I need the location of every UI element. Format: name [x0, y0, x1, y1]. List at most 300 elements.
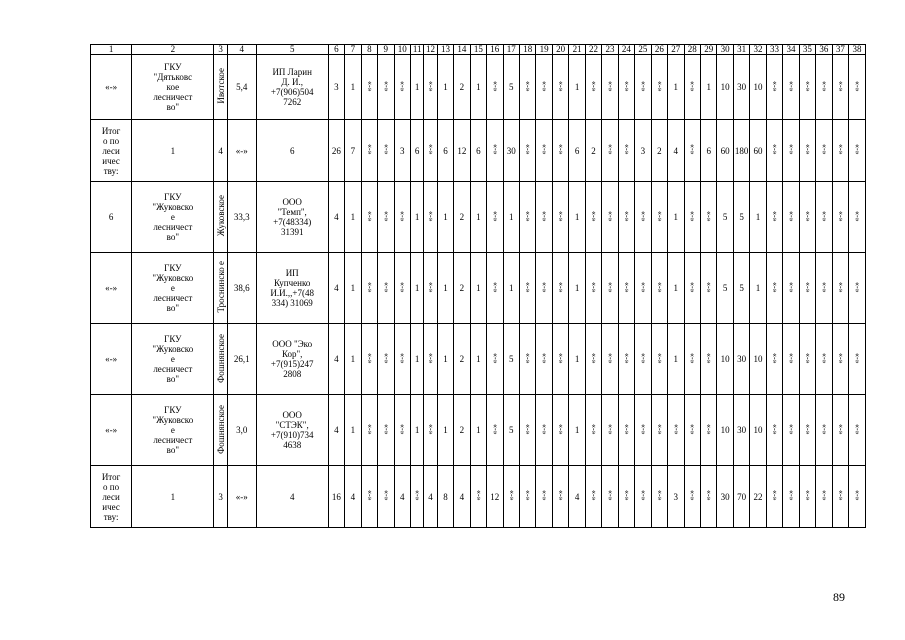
dash-mark: «-» [523, 423, 533, 435]
cell-text: 6 [476, 145, 481, 156]
cell-text: 1 [414, 425, 420, 435]
page-number: 89 [833, 590, 845, 604]
dash-mark: «-» [605, 352, 615, 364]
cell-text: 70 [737, 491, 747, 502]
cell-text: 5 [509, 82, 514, 92]
table-cell [569, 120, 585, 182]
dash-mark: «-» [556, 210, 566, 222]
table-cell [503, 182, 519, 253]
table-cell [214, 395, 227, 466]
cell-text: 7 [350, 145, 356, 156]
table-cell [635, 466, 651, 528]
table-cell [437, 395, 453, 466]
table-cell [783, 120, 799, 182]
data-table [90, 44, 866, 528]
dash-mark: «-» [540, 423, 550, 435]
header-cell: 27 [668, 45, 684, 55]
table-cell [651, 120, 667, 182]
dash-mark: «-» [836, 281, 846, 293]
dash-mark: «-» [426, 281, 436, 293]
dash-mark: «-» [803, 80, 813, 92]
cell-text: 30 [737, 354, 747, 364]
dash-mark: «-» [819, 281, 829, 293]
table-cell [328, 395, 344, 466]
header-cell: 16 [487, 45, 503, 55]
table-cell [700, 395, 716, 466]
header-cell: 12 [424, 45, 437, 55]
cell-text: 180 [734, 145, 749, 156]
table-cell [394, 182, 410, 253]
table-cell [454, 324, 470, 395]
cell-text: 4 [334, 212, 339, 222]
cell-text: 4 [334, 425, 339, 435]
dash-mark: «-» [589, 210, 599, 222]
table-cell [750, 182, 766, 253]
cell-text: 2 [459, 354, 465, 364]
table-cell [378, 466, 394, 528]
cell-text: 26 [331, 145, 341, 156]
table-cell [214, 55, 227, 120]
table-cell [816, 253, 832, 324]
table-cell [227, 324, 256, 395]
table-cell [668, 324, 684, 395]
table-cell [132, 120, 214, 182]
header-cell: 8 [361, 45, 377, 55]
table-cell [437, 324, 453, 395]
dash-mark: «-» [770, 210, 780, 222]
cell-text: ООО "Темп", +7(48334) 31391 [273, 197, 312, 237]
cell-text: 10 [753, 354, 763, 364]
cell-text: 1 [476, 354, 481, 364]
table-cell [585, 253, 601, 324]
table-cell [569, 253, 585, 324]
table-cell [684, 120, 700, 182]
cell-text: 4 [399, 491, 405, 502]
dash-mark: «-» [819, 352, 829, 364]
dash-mark: «-» [622, 352, 632, 364]
table-cell [602, 55, 618, 120]
cell-text: 6 [289, 145, 295, 156]
header-cell: 22 [585, 45, 601, 55]
dash-mark: «-» [688, 210, 698, 222]
dash-mark: «-» [786, 281, 796, 293]
district-name: Фошнянское [215, 333, 226, 383]
header-cell: 35 [799, 45, 815, 55]
cell-text: 2 [459, 212, 465, 222]
table-cell [214, 182, 227, 253]
table-cell [585, 395, 601, 466]
dash-mark: «-» [803, 210, 813, 222]
header-cell: 28 [684, 45, 700, 55]
cell-text: 5,4 [236, 82, 248, 92]
table-cell [832, 466, 848, 528]
table-cell [635, 253, 651, 324]
dash-mark: «-» [622, 144, 632, 155]
table-cell [766, 253, 782, 324]
cell-text: 1 [574, 283, 580, 293]
table-cell [454, 395, 470, 466]
cell-text: 4 [428, 491, 433, 502]
dash-mark: «-» [540, 144, 550, 155]
table-cell [717, 466, 733, 528]
header-cell: 31 [733, 45, 749, 55]
table-cell [816, 395, 832, 466]
dash-mark: «-» [704, 490, 714, 501]
table-cell [668, 55, 684, 120]
table-cell [602, 253, 618, 324]
table-cell [552, 395, 568, 466]
table-cell [733, 253, 749, 324]
table-cell [424, 120, 437, 182]
table-cell [91, 324, 132, 395]
cell-text: 1 [414, 354, 420, 364]
table-cell [454, 55, 470, 120]
table-cell [437, 120, 453, 182]
dash-mark: «-» [853, 144, 863, 155]
table-cell [424, 395, 437, 466]
table-cell [394, 395, 410, 466]
cell-text: 4 [334, 354, 339, 364]
dash-mark: «-» [819, 490, 829, 501]
table-cell [470, 324, 486, 395]
table-cell [799, 253, 815, 324]
dash-mark: «-» [853, 423, 863, 435]
dash-mark: «-» [622, 423, 632, 435]
cell-text: 1 [443, 212, 448, 222]
cell-text: 16 [331, 491, 341, 502]
table-cell [519, 253, 535, 324]
dash-mark: «-» [803, 144, 813, 155]
table-cell [552, 120, 568, 182]
cell-text: 6 [574, 145, 580, 156]
dash-mark: «-» [655, 210, 665, 222]
header-cell: 25 [635, 45, 651, 55]
table-cell [410, 182, 423, 253]
header-cell: 9 [378, 45, 394, 55]
dash-mark: «-» [655, 490, 665, 501]
table-cell [783, 466, 799, 528]
table-cell [750, 324, 766, 395]
dash-mark: «-» [803, 352, 813, 364]
cell-text: ГКУ "Жуковско е лесничест во" [152, 405, 194, 455]
cell-text: 3 [640, 145, 646, 156]
table-cell [378, 120, 394, 182]
dash-mark: «-» [836, 490, 846, 501]
dash-mark: «-» [413, 490, 423, 501]
table-cell [668, 466, 684, 528]
cell-text: 3,0 [236, 425, 248, 435]
table-cell [91, 253, 132, 324]
table-cell [618, 120, 634, 182]
table-cell [394, 324, 410, 395]
cell-text: 10 [720, 425, 730, 435]
table-cell [849, 55, 866, 120]
header-cell: 5 [256, 45, 328, 55]
dash-mark: «-» [523, 80, 533, 92]
cell-text: 6 [414, 145, 420, 156]
table-cell [766, 324, 782, 395]
table-cell [766, 182, 782, 253]
table-cell [536, 253, 552, 324]
table-cell [717, 182, 733, 253]
table-cell [569, 395, 585, 466]
table-cell [799, 120, 815, 182]
table-cell [700, 466, 716, 528]
table-row [91, 395, 866, 466]
dash-mark: «-» [688, 80, 698, 92]
table-cell [783, 55, 799, 120]
table-cell [717, 55, 733, 120]
cell-text: 6 [443, 145, 448, 156]
table-cell [832, 253, 848, 324]
dash-mark: «-» [704, 281, 714, 293]
dash-mark: «-» [540, 352, 550, 364]
table-cell [832, 182, 848, 253]
dash-mark: «-» [381, 281, 391, 293]
dash-mark: «-» [365, 144, 375, 155]
table-cell [618, 324, 634, 395]
table-cell [849, 324, 866, 395]
cell-text: 30 [737, 82, 747, 92]
table-cell [470, 55, 486, 120]
dash-mark: «-» [836, 80, 846, 92]
table-cell [227, 120, 256, 182]
dash-mark: «-» [853, 80, 863, 92]
table-row [91, 182, 866, 253]
dash-mark: «-» [398, 281, 408, 293]
dash-mark: «-» [523, 144, 533, 155]
cell-text: 1 [476, 425, 481, 435]
table-cell [651, 395, 667, 466]
table-cell [487, 324, 503, 395]
cell-text: 2 [657, 145, 662, 156]
table-cell [328, 120, 344, 182]
table-cell [635, 182, 651, 253]
dash-mark: «-» [622, 210, 632, 222]
cell-text: 4 [459, 491, 465, 502]
cell-text: 3 [218, 491, 223, 502]
table-cell [487, 466, 503, 528]
table-cell [378, 324, 394, 395]
dash-mark: «-» [398, 80, 408, 92]
table-cell [849, 120, 866, 182]
table-cell [487, 120, 503, 182]
cell-text: 3 [334, 82, 339, 92]
dash-mark: «-» [655, 281, 665, 293]
table-cell [766, 466, 782, 528]
table-cell [345, 55, 361, 120]
dash-mark: «-» [655, 423, 665, 435]
cell-text: 1 [170, 145, 176, 156]
table-cell [519, 55, 535, 120]
table-cell [717, 395, 733, 466]
header-cell: 34 [783, 45, 799, 55]
cell-text: 10 [753, 82, 763, 92]
table-cell [361, 324, 377, 395]
table-cell [394, 120, 410, 182]
table-cell [700, 324, 716, 395]
table-cell [684, 182, 700, 253]
table-cell [618, 55, 634, 120]
table-cell [536, 55, 552, 120]
table-cell [668, 395, 684, 466]
table-cell [345, 324, 361, 395]
dash-mark: «-» [704, 210, 714, 222]
table-cell [361, 395, 377, 466]
header-cell: 10 [394, 45, 410, 55]
dash-mark: «-» [474, 490, 484, 501]
table-cell [424, 182, 437, 253]
table-row [91, 253, 866, 324]
cell-text: 1 [476, 212, 481, 222]
cell-text: 1 [350, 354, 356, 364]
header-cell: 21 [569, 45, 585, 55]
table-cell [766, 55, 782, 120]
dash-mark: «-» [365, 352, 375, 364]
table-cell [733, 324, 749, 395]
dash-mark: «-» [622, 490, 632, 501]
cell-text: 2 [591, 145, 596, 156]
cell-text: 1 [755, 283, 761, 293]
table-cell [783, 324, 799, 395]
table-cell [361, 466, 377, 528]
cell-text: 5 [509, 425, 514, 435]
dash-mark: «-» [770, 490, 780, 501]
dash-mark: «-» [770, 80, 780, 92]
dash-mark: «-» [365, 80, 375, 92]
table-cell [733, 55, 749, 120]
dash-mark: «-» [523, 352, 533, 364]
table-cell [536, 466, 552, 528]
table-cell [410, 120, 423, 182]
table-cell [437, 253, 453, 324]
district-name: Фошнянское [215, 404, 226, 454]
table-cell [345, 120, 361, 182]
table-cell [503, 120, 519, 182]
table-cell [256, 253, 328, 324]
table-cell [487, 55, 503, 120]
dash-mark: «-» [523, 210, 533, 222]
dash-mark: «-» [490, 352, 500, 364]
dash-mark: «-» [655, 352, 665, 364]
header-cell: 36 [816, 45, 832, 55]
table-cell [394, 55, 410, 120]
cell-text: 6 [706, 145, 711, 156]
cell-text: 30 [720, 491, 730, 502]
table-cell [470, 395, 486, 466]
dash-mark: «-» [819, 144, 829, 155]
table-cell [454, 182, 470, 253]
header-cell: 18 [519, 45, 535, 55]
dash-mark: «-» [540, 80, 550, 92]
table-cell [132, 253, 214, 324]
table-cell [227, 395, 256, 466]
table-cell [519, 395, 535, 466]
table-cell [470, 466, 486, 528]
dash-mark: «-» [589, 80, 599, 92]
table-cell [437, 55, 453, 120]
cell-text: ГКУ "Жуковско е лесничест во" [152, 263, 194, 313]
cell-text: 1 [414, 283, 420, 293]
table-cell [799, 55, 815, 120]
cell-text: 3 [399, 145, 405, 156]
cell-text: 1 [673, 283, 679, 293]
table-row [91, 55, 866, 120]
table-cell [602, 120, 618, 182]
table-cell [635, 120, 651, 182]
header-row [91, 45, 866, 55]
cell-text: 30 [506, 145, 516, 156]
table-cell [668, 253, 684, 324]
dash-mark: «-» [786, 423, 796, 435]
table-cell [91, 55, 132, 120]
table-cell [602, 395, 618, 466]
cell-text: 4 [574, 491, 580, 502]
table-cell [618, 253, 634, 324]
dash-mark: «-» [398, 423, 408, 435]
table-cell [214, 120, 227, 182]
dash-mark: «-» [853, 281, 863, 293]
table-cell [849, 395, 866, 466]
table-cell [361, 120, 377, 182]
dash-mark: «-» [381, 80, 391, 92]
dash-mark: «-» [688, 144, 698, 155]
dash-mark: «-» [836, 423, 846, 435]
dash-mark: «-» [589, 490, 599, 501]
cell-text: Итог о по леси ичес тву: [101, 471, 121, 522]
dash-mark: «-» [638, 490, 648, 501]
cell-text: 60 [753, 145, 763, 156]
cell-text: 30 [737, 425, 747, 435]
table-cell [816, 466, 832, 528]
dash-mark: «-» [786, 144, 796, 155]
table-cell [454, 253, 470, 324]
dash-mark: «-» [540, 490, 550, 501]
table-cell [635, 324, 651, 395]
table-cell [700, 55, 716, 120]
table-cell [783, 253, 799, 324]
table-cell [345, 253, 361, 324]
table-cell [503, 395, 519, 466]
dash-mark: «-» [605, 80, 615, 92]
table-cell [227, 182, 256, 253]
cell-text: «-» [105, 425, 118, 435]
table-cell [536, 324, 552, 395]
dash-mark: «-» [490, 210, 500, 222]
table-cell [394, 253, 410, 324]
table-cell [618, 395, 634, 466]
dash-mark: «-» [365, 423, 375, 435]
table-cell [437, 466, 453, 528]
table-row [91, 324, 866, 395]
table-cell [91, 395, 132, 466]
table-cell [602, 182, 618, 253]
table-cell [256, 324, 328, 395]
header-cell: 13 [437, 45, 453, 55]
table-cell [585, 182, 601, 253]
table-cell [783, 395, 799, 466]
table-cell [328, 55, 344, 120]
table-cell [503, 253, 519, 324]
table-cell [132, 182, 214, 253]
header-cell: 38 [849, 45, 866, 55]
table-cell [470, 253, 486, 324]
table-row [91, 120, 866, 182]
header-cell: 6 [328, 45, 344, 55]
table-cell [668, 120, 684, 182]
table-cell [256, 120, 328, 182]
table-cell [227, 253, 256, 324]
